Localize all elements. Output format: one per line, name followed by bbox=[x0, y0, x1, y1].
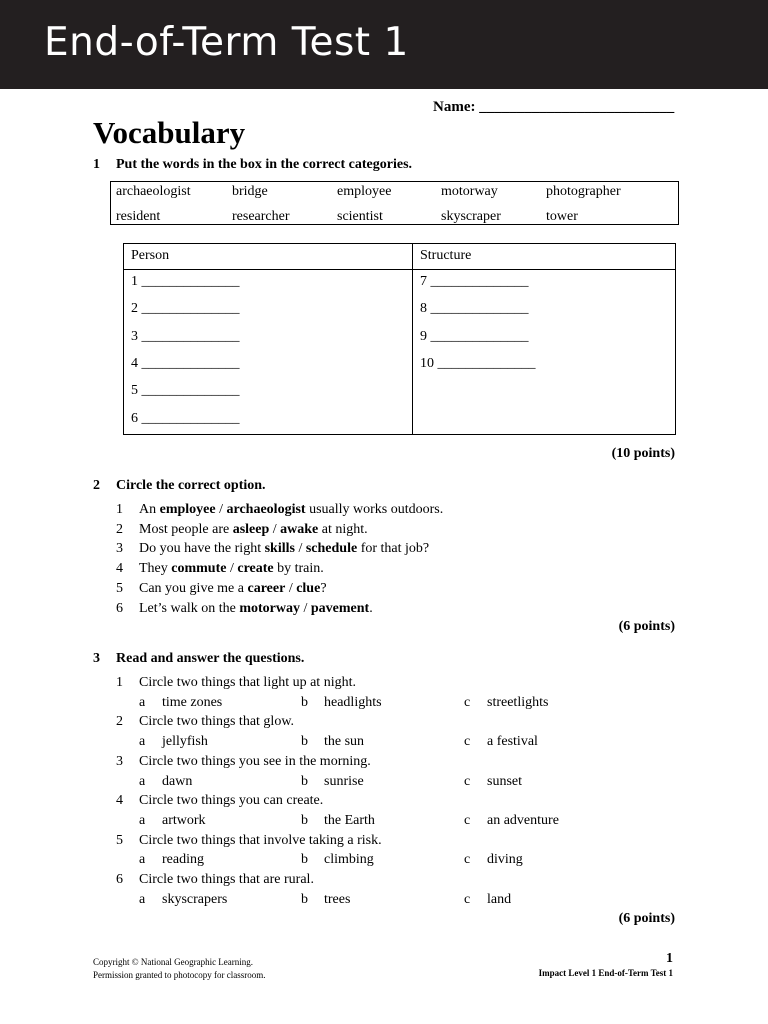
sentence-text: / bbox=[285, 580, 297, 596]
word-box-word: employee bbox=[337, 184, 392, 199]
item-text bbox=[139, 541, 429, 557]
sentence-text: Can you give me a bbox=[139, 580, 248, 596]
sentence-text: / bbox=[269, 521, 281, 537]
answer-line-person: 4 ______________ bbox=[131, 355, 240, 371]
sentence-text: / bbox=[299, 600, 311, 616]
answer-line-person: 2 ______________ bbox=[131, 301, 240, 317]
question-instruction: Circle the correct option. bbox=[116, 478, 266, 493]
option-letter: b bbox=[301, 773, 308, 789]
option-text: artwork bbox=[162, 812, 206, 828]
option-text: climbing bbox=[324, 852, 374, 868]
points-q2: (6 points) bbox=[618, 619, 675, 634]
item-number: 5 bbox=[116, 832, 123, 848]
option-word: create bbox=[237, 561, 274, 577]
option-word: career bbox=[247, 580, 286, 596]
item-number: 6 bbox=[116, 872, 123, 887]
name-field: Name: __________________________ bbox=[433, 99, 675, 115]
page-title: End-of-Term Test 1 bbox=[44, 20, 409, 65]
item-text: Circle two things that light up at night. bbox=[139, 675, 356, 690]
question-2-heading bbox=[93, 478, 266, 494]
option-letter: c bbox=[464, 734, 471, 750]
category-table bbox=[123, 243, 676, 435]
column-header-person: Person bbox=[131, 248, 170, 263]
item-number: 4 bbox=[116, 561, 123, 577]
copyright-text: Copyright © National Geographic Learning. bbox=[93, 957, 254, 967]
question-1-heading bbox=[93, 157, 412, 173]
option-text: headlights bbox=[324, 694, 382, 710]
question-number: 3 bbox=[93, 651, 100, 666]
word-box-word: scientist bbox=[337, 209, 383, 224]
option-text: streetlights bbox=[487, 694, 549, 710]
option-text: a festival bbox=[487, 734, 538, 750]
word-box-word: tower bbox=[546, 209, 578, 224]
word-box-word: photographer bbox=[546, 184, 621, 199]
sentence-text: by train. bbox=[273, 561, 324, 577]
sentence-text: / bbox=[226, 561, 238, 577]
question-number: 1 bbox=[93, 157, 100, 172]
option-letter: a bbox=[139, 734, 146, 750]
item-text bbox=[139, 581, 327, 597]
option-letter: c bbox=[464, 773, 471, 789]
option-letter: a bbox=[139, 891, 146, 907]
answer-line-person: 1 ______________ bbox=[131, 274, 240, 289]
option-text: reading bbox=[162, 852, 204, 868]
item-text: Circle two things that involve taking a risk. bbox=[139, 832, 382, 848]
option-word: commute bbox=[171, 561, 227, 577]
item-number: 2 bbox=[116, 714, 123, 730]
sentence-text: Most people are bbox=[139, 521, 233, 537]
sentence-text: usually works outdoors. bbox=[305, 502, 444, 517]
item-number: 1 bbox=[116, 502, 123, 517]
option-word: awake bbox=[280, 521, 319, 537]
item-number: 1 bbox=[116, 675, 123, 690]
sentence-text: . bbox=[369, 600, 373, 616]
option-text: the sun bbox=[324, 734, 365, 750]
option-text: an adventure bbox=[487, 812, 559, 828]
option-letter: b bbox=[301, 812, 308, 828]
option-text: time zones bbox=[162, 694, 223, 710]
item-text bbox=[139, 601, 373, 617]
question-instruction: Put the words in the box in the correct categories. bbox=[116, 157, 413, 172]
course-label: Impact Level 1 End-of-Term Test 1 bbox=[538, 968, 673, 978]
option-text: skyscrapers bbox=[162, 891, 228, 907]
item-text bbox=[139, 561, 324, 577]
sentence-text: ? bbox=[320, 580, 327, 596]
option-word: asleep bbox=[232, 521, 270, 537]
word-box-word: skyscraper bbox=[441, 209, 501, 224]
word-box-word: resident bbox=[116, 209, 161, 224]
item-text: Circle two things you can create. bbox=[139, 793, 324, 809]
column-divider bbox=[412, 244, 413, 434]
word-box-word: researcher bbox=[232, 209, 290, 224]
sentence-text: at night. bbox=[318, 521, 368, 537]
footer-copyright bbox=[93, 956, 265, 982]
item-number: 2 bbox=[116, 521, 123, 537]
option-text: the Earth bbox=[324, 812, 375, 828]
option-letter: a bbox=[139, 812, 146, 828]
column-header-structure: Structure bbox=[420, 248, 472, 263]
item-text: Circle two things you see in the morning. bbox=[139, 753, 371, 769]
option-text: sunset bbox=[487, 773, 522, 789]
word-box bbox=[110, 181, 679, 225]
item-text: Circle two things that glow. bbox=[139, 714, 295, 730]
sentence-text: / bbox=[294, 541, 306, 557]
option-letter: a bbox=[139, 773, 146, 789]
item-number: 3 bbox=[116, 753, 123, 769]
word-box-word: bridge bbox=[232, 184, 268, 199]
item-text bbox=[139, 502, 443, 518]
answer-line-person: 6 ______________ bbox=[131, 410, 240, 426]
item-number: 3 bbox=[116, 541, 123, 557]
sentence-text: / bbox=[215, 502, 227, 517]
sentence-text: Do you have the right bbox=[139, 541, 265, 557]
item-number: 5 bbox=[116, 580, 123, 596]
option-letter: b bbox=[301, 694, 308, 710]
sentence-text: Let’s walk on the bbox=[139, 600, 240, 616]
option-letter: c bbox=[464, 891, 471, 907]
option-text: jellyfish bbox=[162, 734, 208, 750]
option-letter: c bbox=[464, 694, 471, 710]
title-banner bbox=[0, 0, 768, 89]
sentence-text: An bbox=[139, 502, 160, 517]
answer-line-structure: 10 ______________ bbox=[420, 355, 536, 371]
sentence-text: They bbox=[139, 561, 172, 577]
option-text: sunrise bbox=[324, 773, 364, 789]
question-number: 2 bbox=[93, 478, 100, 493]
option-word: clue bbox=[296, 580, 321, 596]
option-word: pavement bbox=[310, 600, 370, 616]
answer-line-structure: 8 ______________ bbox=[420, 301, 529, 317]
option-text: land bbox=[487, 891, 512, 907]
option-word: schedule bbox=[305, 541, 358, 557]
item-number: 4 bbox=[116, 793, 123, 809]
option-text: dawn bbox=[162, 773, 193, 789]
permission-text: Permission granted to photocopy for classroom. bbox=[93, 970, 266, 980]
header-divider bbox=[124, 269, 675, 270]
option-letter: c bbox=[464, 812, 471, 828]
option-letter: b bbox=[301, 891, 308, 907]
option-letter: b bbox=[301, 734, 308, 750]
option-word: employee bbox=[159, 502, 216, 517]
option-letter: a bbox=[139, 852, 146, 868]
answer-line-person: 3 ______________ bbox=[131, 328, 240, 344]
word-box-word: archaeologist bbox=[116, 184, 191, 199]
option-word: skills bbox=[264, 541, 295, 557]
item-text bbox=[139, 522, 368, 538]
option-letter: c bbox=[464, 852, 471, 868]
option-letter: b bbox=[301, 852, 308, 868]
item-number: 6 bbox=[116, 600, 123, 616]
option-word: motorway bbox=[239, 600, 300, 616]
points-q1: (10 points) bbox=[611, 446, 675, 461]
option-text: trees bbox=[324, 891, 351, 907]
word-box-word: motorway bbox=[441, 184, 498, 199]
points-q3: (6 points) bbox=[618, 911, 675, 926]
page-number: 1 bbox=[666, 951, 673, 966]
section-title: Vocabulary bbox=[93, 115, 246, 150]
option-letter: a bbox=[139, 694, 146, 710]
item-text: Circle two things that are rural. bbox=[139, 872, 314, 887]
question-3-heading bbox=[93, 651, 304, 667]
sentence-text: for that job? bbox=[357, 541, 430, 557]
answer-line-person: 5 ______________ bbox=[131, 383, 240, 399]
option-word: archaeologist bbox=[226, 502, 306, 517]
answer-line-structure: 9 ______________ bbox=[420, 328, 529, 344]
question-instruction: Read and answer the questions. bbox=[116, 651, 305, 666]
option-text: diving bbox=[487, 852, 523, 868]
answer-line-structure: 7 ______________ bbox=[420, 274, 529, 289]
